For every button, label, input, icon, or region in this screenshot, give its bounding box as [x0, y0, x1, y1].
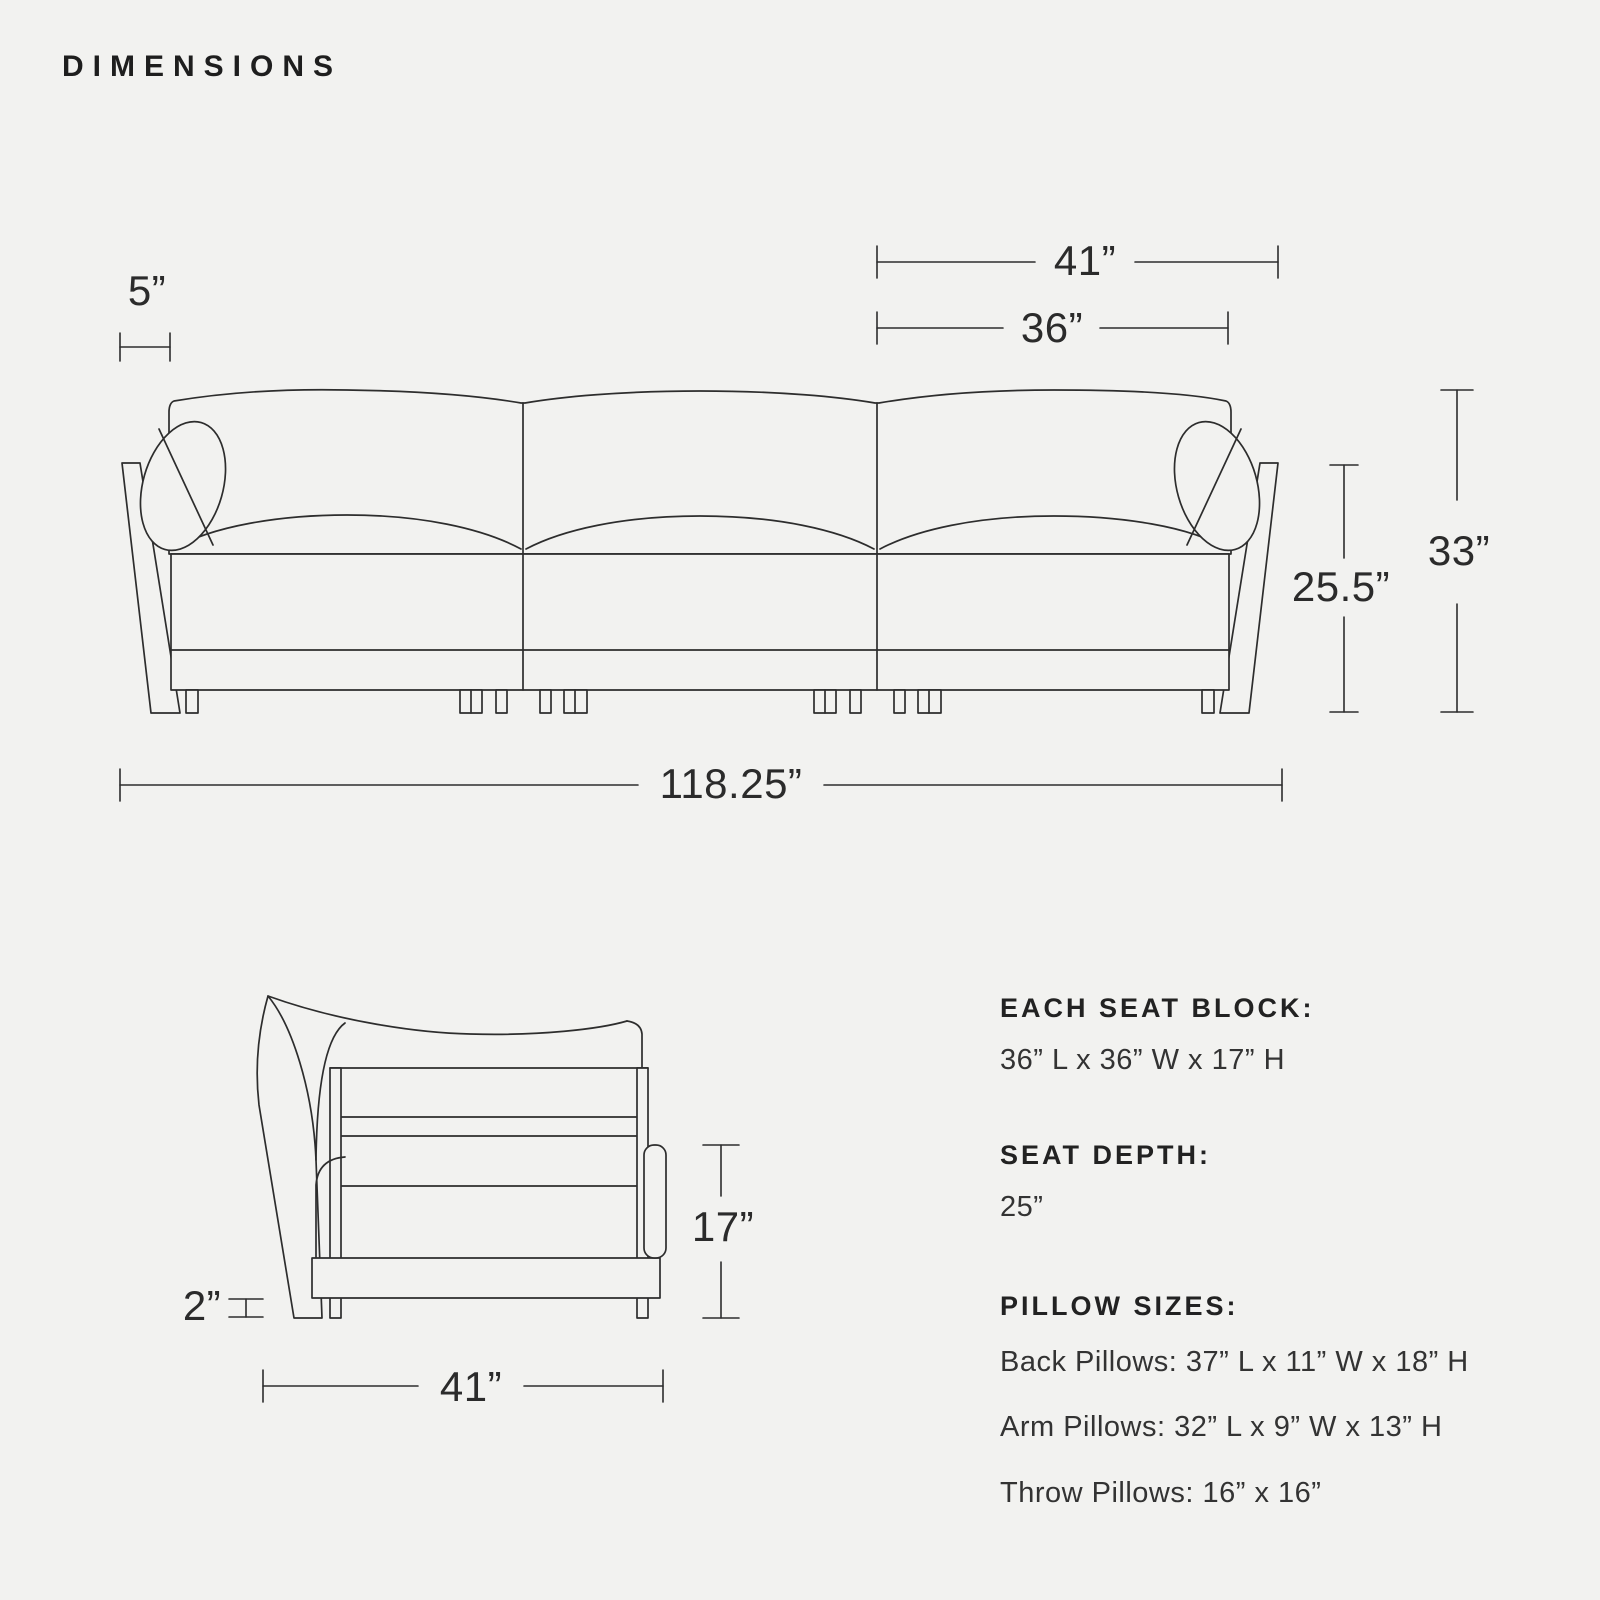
seat-depth-heading: SEAT DEPTH:: [1000, 1140, 1212, 1170]
dim-label-arm-width: 5”: [127, 267, 167, 314]
dim-label-overall-height: 33”: [1427, 527, 1491, 574]
seat-depth-value: 25”: [1000, 1191, 1044, 1223]
seat-block-heading: EACH SEAT BLOCK:: [1000, 993, 1315, 1023]
dim-label-depth: 41”: [439, 1363, 503, 1410]
front-legs: [186, 690, 1214, 713]
arm-pillows-line: Arm Pillows: 32” L x 9” W x 13” H: [1000, 1411, 1443, 1443]
sofa-side-view-drawing: [257, 996, 666, 1318]
dim-label-leg-height: 2”: [182, 1282, 222, 1329]
dim-label-block-height: 17”: [691, 1203, 755, 1250]
back-pillows-line: Back Pillows: 37” L x 11” W x 18” H: [1000, 1346, 1469, 1378]
pillow-sizes-heading: PILLOW SIZES:: [1000, 1291, 1239, 1321]
page-title: DIMENSIONS: [62, 50, 343, 83]
throw-pillows-line: Throw Pillows: 16” x 16”: [1000, 1477, 1322, 1509]
dim-label-module-width: 36”: [1020, 304, 1084, 351]
seat-block-value: 36” L x 36” W x 17” H: [1000, 1044, 1286, 1076]
sofa-front-view-drawing: [122, 390, 1278, 713]
dim-label-total-width: 118.25”: [659, 760, 803, 807]
dim-label-seat-width: 41”: [1053, 237, 1117, 284]
dim-label-arm-height: 25.5”: [1291, 563, 1391, 610]
